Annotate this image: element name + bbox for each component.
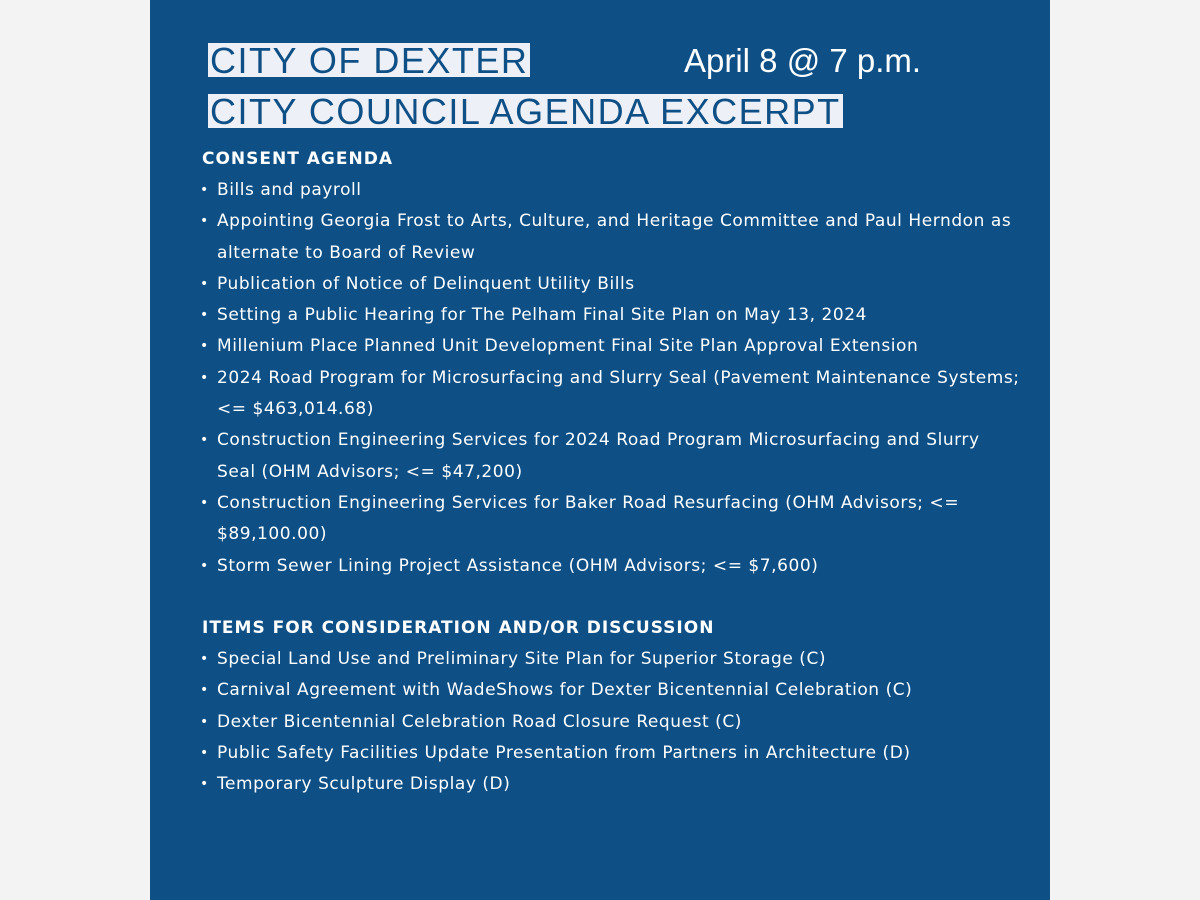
list-item-text: Millenium Place Planned Unit Development Final Site Plan Approval Extension bbox=[217, 336, 919, 357]
list-item-text: Carnival Agreement with WadeShows for Dexter Bicentennial Celebration (C) bbox=[217, 680, 913, 701]
consent-agenda-list bbox=[200, 175, 1020, 582]
discussion-list bbox=[200, 644, 1020, 800]
list-item-text: Special Land Use and Preliminary Site Plan for Superior Storage (C) bbox=[217, 649, 827, 669]
bullet-icon: • bbox=[200, 213, 209, 230]
bullet-icon: • bbox=[200, 713, 209, 730]
list-item-text: Publication of Notice of Delinquent Utility Bills bbox=[217, 273, 635, 294]
list-item-text: Dexter Bicentennial Celebration Road Closure Request (C) bbox=[217, 711, 742, 732]
list-item-text: Bills and payroll bbox=[217, 180, 362, 200]
list-item-text: Storm Sewer Lining Project Assistance (OHM Advisors; <= $7,600) bbox=[217, 555, 819, 576]
bullet-icon: • bbox=[200, 557, 209, 574]
list-item bbox=[200, 488, 1020, 551]
list-item-text: Public Safety Facilities Update Presentation from Partners in Architecture (D) bbox=[217, 742, 911, 763]
bullet-icon: • bbox=[200, 432, 209, 449]
list-item bbox=[200, 738, 1020, 769]
list-item bbox=[200, 206, 1020, 269]
list-item bbox=[200, 363, 1020, 426]
list-item bbox=[200, 175, 1020, 206]
discussion-heading: ITEMS FOR CONSIDERATION AND/OR DISCUSSION bbox=[202, 618, 715, 638]
list-item-text: 2024 Road Program for Microsurfacing and Slurry Seal (Pavement Maintenance Systems; <= $463,014.68) bbox=[217, 367, 1020, 420]
list-item-text: Setting a Public Hearing for The Pelham Final Site Plan on May 13, 2024 bbox=[217, 305, 868, 326]
list-item-text: Temporary Sculpture Display (D) bbox=[217, 774, 511, 795]
list-item bbox=[200, 331, 1020, 362]
bullet-icon: • bbox=[200, 776, 209, 793]
list-item bbox=[200, 707, 1020, 738]
bullet-icon: • bbox=[200, 369, 209, 386]
list-item bbox=[200, 644, 1020, 675]
title-city: CITY OF DEXTER bbox=[210, 40, 529, 81]
list-item bbox=[200, 769, 1020, 800]
bullet-icon: • bbox=[200, 307, 209, 324]
consent-agenda-heading: CONSENT AGENDA bbox=[202, 149, 393, 169]
bullet-icon: • bbox=[200, 494, 209, 511]
title-agenda: CITY COUNCIL AGENDA EXCERPT bbox=[210, 91, 841, 132]
list-item bbox=[200, 300, 1020, 331]
list-item-text: Construction Engineering Services for Baker Road Resurfacing (OHM Advisors; <= $89,100.00) bbox=[217, 492, 960, 545]
list-item bbox=[200, 551, 1020, 582]
list-item-text: Appointing Georgia Frost to Arts, Culture, and Heritage Committee and Paul Herndon as alternate to Board of Review bbox=[217, 211, 1012, 263]
bullet-icon: • bbox=[200, 744, 209, 761]
agenda-graphic bbox=[150, 0, 1050, 900]
bullet-icon: • bbox=[200, 182, 209, 198]
bullet-icon: • bbox=[200, 338, 209, 355]
list-item bbox=[200, 675, 1020, 706]
list-item bbox=[200, 425, 1020, 488]
list-item bbox=[200, 269, 1020, 300]
bullet-icon: • bbox=[200, 682, 209, 699]
meeting-date: April 8 @ 7 p.m. bbox=[684, 42, 922, 79]
list-item-text: Construction Engineering Services for 2024 Road Program Microsurfacing and Slurry Seal (OHM Advisors; <= $47,200) bbox=[217, 430, 980, 482]
bullet-icon: • bbox=[200, 651, 209, 667]
bullet-icon: • bbox=[200, 275, 209, 292]
